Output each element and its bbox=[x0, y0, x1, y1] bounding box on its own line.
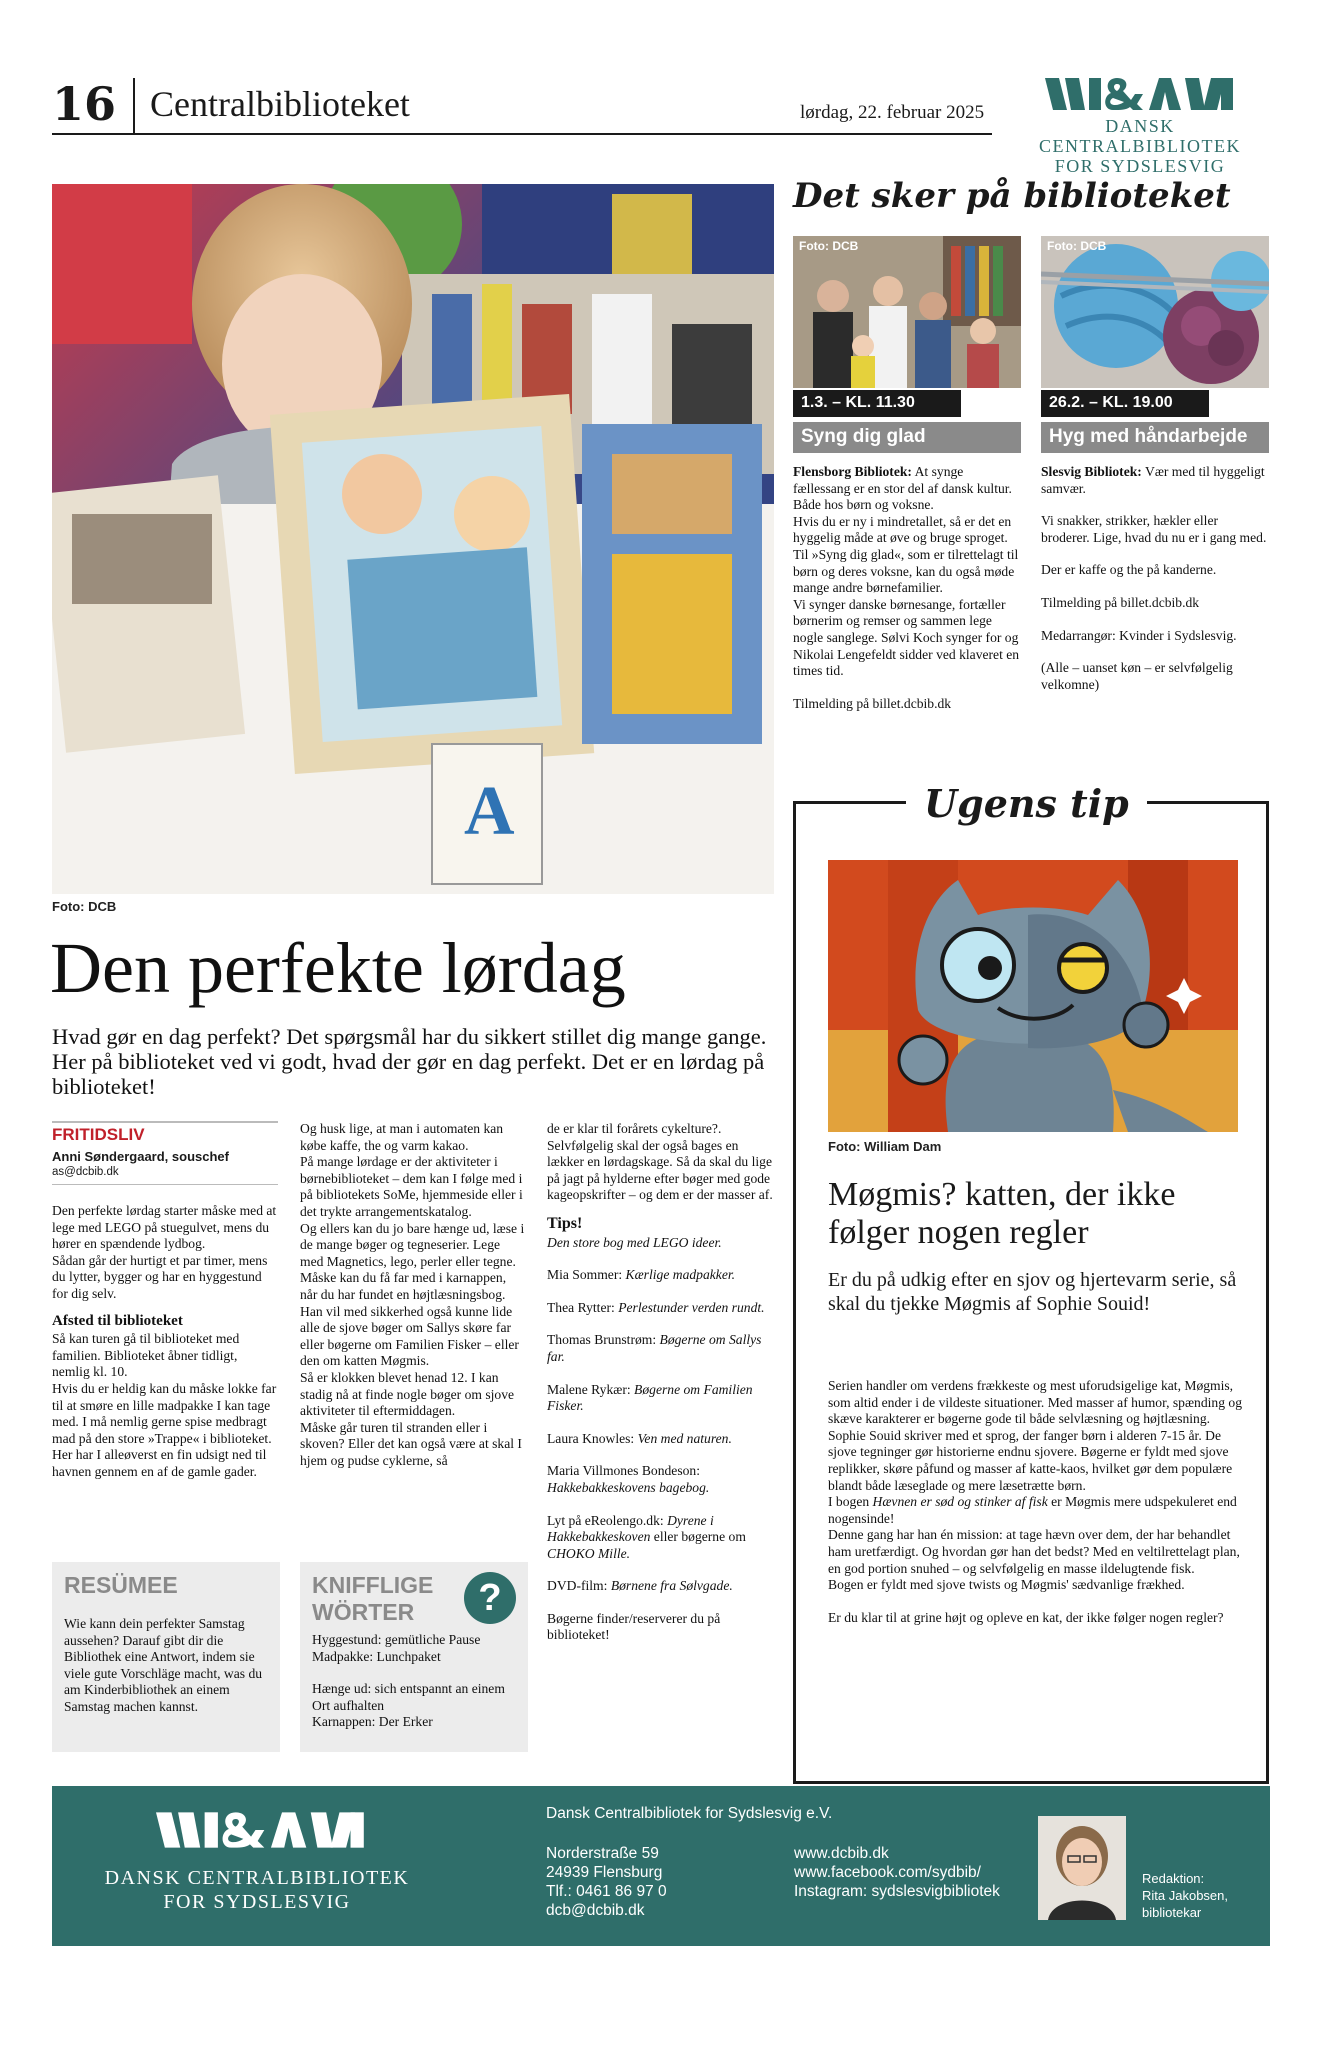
header-divider bbox=[133, 78, 135, 134]
footer-logo-line1: DANSK CENTRALBIBLIOTEK bbox=[104, 1867, 410, 1889]
footer-address bbox=[546, 1844, 667, 1920]
event-1-signup: Tilmelding på billet.dcbib.dk bbox=[793, 695, 952, 711]
event-2-photo-credit: Foto: DCB bbox=[1047, 239, 1107, 253]
event-1-photo-credit: Foto: DCB bbox=[799, 239, 859, 253]
tip-item: DVD-film: Børnene fra Sølvgade. bbox=[547, 1578, 733, 1594]
footer-org: Dansk Centralbibliotek for Sydslesvig e.V. bbox=[546, 1805, 833, 1822]
tips-outro: Bøgerne finder/reserverer du på biblioteket! bbox=[547, 1610, 721, 1643]
article-headline: Den perfekte lørdag bbox=[50, 928, 626, 1008]
byline-rule bbox=[52, 1184, 278, 1185]
footer-logo-text bbox=[92, 1866, 422, 1914]
tip-item: Thomas Brunstrøm: Bøgerne om Sallys far. bbox=[547, 1332, 762, 1364]
resumee-text: Wie kann dein perfekter Samstag aussehen? Darauf gibt dir die Bibliothek eine Antwort, indem sie viele gute Vorschläge macht, was du am Kinderbibliothek an einem Samstag machen kannst. bbox=[64, 1616, 263, 1714]
event-2-date: 26.2. – KL. 19.00 bbox=[1041, 390, 1209, 417]
knifflige-words bbox=[312, 1632, 518, 1731]
footer-banner bbox=[52, 1786, 1270, 1946]
kicker-rule bbox=[52, 1121, 278, 1123]
page-number: 16 bbox=[52, 77, 117, 131]
tip-photo bbox=[828, 860, 1238, 1132]
issue-date: lørdag, 22. februar 2025 bbox=[800, 102, 985, 123]
paragraph: Slesvig Bibliotek: Vær med til hyggeligt samvær. bbox=[1041, 464, 1265, 496]
event-1-text bbox=[793, 464, 1021, 712]
events-heading: Det sker på biblioteket bbox=[793, 176, 1231, 216]
tip-item: Laura Knowles: Ven med naturen. bbox=[547, 1430, 732, 1446]
dcb-logo-icon bbox=[1045, 76, 1235, 112]
paragraph: Og husk lige, at man i automaten kan købe kaffe, the og varm kakao. bbox=[300, 1121, 504, 1153]
instagram-link[interactable]: Instagram: sydslesvigbibliotek bbox=[794, 1883, 1000, 1900]
article-byline: Anni Søndergaard, souschef bbox=[52, 1149, 229, 1164]
footer-logo-line2: FOR SYDSLESVIG bbox=[163, 1891, 351, 1913]
tip-item: Thea Rytter: Perlestunder verden rundt. bbox=[547, 1299, 765, 1315]
main-photo bbox=[52, 184, 774, 894]
event-1-title: Syng dig glad bbox=[793, 422, 1021, 453]
website-link[interactable]: www.dcbib.dk bbox=[794, 1845, 889, 1862]
child-reading-photo bbox=[52, 184, 774, 894]
paragraph: de er klar til forårets cykelture?. Selvfølgelig skal der også bages en lækker en lørdagskage. Så da skal du lige på jagt på hylderne efter bøger med gode kageopskrifter – og dem er der masser af. bbox=[547, 1121, 773, 1203]
email-link[interactable]: dcb@dcbib.dk bbox=[546, 1902, 645, 1919]
resumee-box bbox=[52, 1562, 280, 1752]
paragraph: Vi snakker, strikker, hækler eller broderer. Lige, hvad du nu er i gang med. bbox=[1041, 513, 1267, 545]
article-kicker: FRITIDSLIV bbox=[52, 1125, 145, 1144]
library-logo[interactable] bbox=[1010, 76, 1270, 176]
knifflige-heading-2: WÖRTER bbox=[312, 1599, 415, 1625]
knifflige-box bbox=[300, 1562, 528, 1752]
tip-headline: Møgmis? katten, der ikke følger nogen regler bbox=[828, 1176, 1176, 1251]
editor-label: Redaktion: bbox=[1142, 1871, 1205, 1886]
paragraph: Er du klar til at grine højt og opleve en kat, der ikke følger nogen regler? bbox=[828, 1609, 1224, 1625]
paragraph: Tilmelding på billet.dcbib.dk bbox=[1041, 594, 1200, 610]
tips-heading: Tips! bbox=[547, 1214, 583, 1232]
paragraph: Hvis du er ny i mindretallet, så er det en hyggelig måde at øve og bruge sproget. Til »Syng dig glad«, som er tilrettelagt til børn og deres voksne, kan du også møde mange andre børnefamilier. bbox=[793, 513, 1019, 596]
article-column-3 bbox=[547, 1121, 773, 1644]
paragraph: Serien handler om verdens frækkeste og mest uforudsigelige kat, Møgmis, som altid ender i de vildeste situationer. Med masser af humor, spænding og skæve karakterer er bøgerne gode til både selvlæsning og højtlæsning. bbox=[828, 1378, 1242, 1427]
paragraph: Der er kaffe og the på kanderne. bbox=[1041, 562, 1217, 578]
tip-item: Lyt på eReolengo.dk: Dyrene i Hakkebakkeskoven eller bøgerne om CHOKO Mille. bbox=[547, 1512, 746, 1561]
sing-along-photo bbox=[793, 236, 1021, 388]
footer-web bbox=[794, 1844, 1000, 1901]
paragraph: Bogen er fyldt med sjove twists og Møgmis' sædvanlige frækhed. bbox=[828, 1577, 1185, 1593]
paragraph: Medarrangør: Kvinder i Sydslesvig. bbox=[1041, 627, 1237, 643]
paragraph: Måske går turen til stranden eller i skoven? Eller det kan også være at skal I hjem og pudse cyklerne, så bbox=[300, 1419, 522, 1468]
logo-line2: FOR SYDSLESVIG bbox=[1054, 156, 1226, 176]
editor-photo bbox=[1038, 1816, 1126, 1920]
paragraph: (Alle – uanset køn – er selvfølgelig velkomne) bbox=[1041, 660, 1233, 692]
tip-label: Ugens tip bbox=[906, 780, 1147, 828]
tip-item: Den store bog med LEGO ideer. bbox=[547, 1234, 722, 1250]
article-column-1 bbox=[52, 1203, 278, 1481]
main-photo-credit: Foto: DCB bbox=[52, 899, 117, 914]
event-2-text bbox=[1041, 464, 1269, 693]
paragraph: Flensborg Bibliotek: At synge fællessang er en stor del af dansk kultur. Både hos børn og voksne. bbox=[793, 464, 1012, 513]
svg-text:A: A bbox=[464, 773, 515, 850]
article-email[interactable]: as@dcbib.dk bbox=[52, 1166, 119, 1178]
paragraph: Sophie Souid skriver med et sprog, der fanger børn i alderen 7-15 år. De sjove tegninger gør historierne endnu sjovere. Bøgerne er fyldt med sjove replikker, skøre påfund og masser af katte-kaos, hvilket gør dem populære blandt både læseglade og mere læsetrætte børn. bbox=[828, 1427, 1233, 1493]
tip-item: Maria Villmones Bondeson: Hakkebakkeskovens bagebog. bbox=[547, 1463, 710, 1495]
address-line: 24939 Flensburg bbox=[546, 1864, 663, 1881]
facebook-link[interactable]: www.facebook.com/sydbib/ bbox=[794, 1864, 981, 1881]
paragraph: I bogen Hævnen er sød og stinker af fisk er Møgmis mere udspekuleret end nogensinde! bbox=[828, 1494, 1237, 1526]
tip-item: Mia Sommer: Kærlige madpakker. bbox=[547, 1267, 736, 1283]
address-line: Norderstraße 59 bbox=[546, 1845, 659, 1862]
paragraph: Den perfekte lørdag starter måske med at lege med LEGO på stuegulvet, mens du hører en spændende lydbog. bbox=[52, 1203, 277, 1252]
paragraph: Vi synger danske børnesange, fortæller børnerim og remser og sammen lege nogle sanglege. Sølvi Koch synger for og Nikolai Lengefeldt sidder ved klaveret en times tid. bbox=[793, 596, 1020, 679]
article-lede: Hvad gør en dag perfekt? Det spørgsmål har du sikkert stillet dig mange gange. Her på biblioteket ved vi godt, hvad der gør en dag perfekt. Det er en lørdag på biblioteket! bbox=[52, 1024, 767, 1099]
paragraph: Og ellers kan du jo bare hænge ud, læse i de mange bøger og tegneserier. Lege med Magnetics, lego, perler eller tegne. bbox=[300, 1220, 525, 1269]
resumee-heading: RESÜMEE bbox=[64, 1572, 178, 1598]
paragraph: Måske kan du få far med i karnappen, når du har fundet en højtlæsningsbog. Han vil med sikkerhed også kunne lide alle de sjove bøger om Sallys skøre far eller bøgerne om Familien Fisker – eller den om katten Møgmis. bbox=[300, 1270, 519, 1369]
tip-photo-credit: Foto: William Dam bbox=[828, 1139, 942, 1154]
knifflige-heading-1: KNIFFLIGE bbox=[312, 1572, 434, 1598]
event-2-title: Hyg med håndarbejde bbox=[1041, 422, 1269, 453]
tip-body bbox=[828, 1378, 1248, 1626]
paragraph: Så er klokken blevet henad 12. I kan stadig nå at finde nogle bøger om sjove aktiviteter til eftermiddagen. bbox=[300, 1369, 515, 1419]
tip-item: Malene Rykær: Bøgerne om Familien Fisker. bbox=[547, 1381, 753, 1414]
article-column-2 bbox=[300, 1121, 526, 1469]
paragraph: Så kan turen gå til biblioteket med familien. Biblioteket åbner tidligt, nemlig kl. 10. bbox=[52, 1331, 240, 1380]
question-icon: ? bbox=[464, 1572, 516, 1624]
paragraph: Denne gang har han én mission: at tage hævn over dem, der har behandlet ham uretfærdigt. Og hvordan gør han det bedst? Med en veltilrettelagt plan, en god portion snuhed – og selvfølgelig en masse ildelugtende fisk. bbox=[828, 1527, 1240, 1576]
knitting-yarn-photo bbox=[1041, 236, 1269, 388]
editor-name: Rita Jakobsen, bbox=[1142, 1888, 1228, 1903]
paragraph: Hvis du er heldig kan du måske lokke far til at smøre en lille madpakke I kan tage med. I må nemlig gerne spise medbragt mad på den store »Trappe« i biblioteket. Her har I alleøverst en fin udsigt ned til havnen gennem en af de gamle gader. bbox=[52, 1380, 277, 1479]
logo-line1: DANSK CENTRALBIBLIOTEK bbox=[1039, 116, 1241, 156]
cartoon-cat-illustration bbox=[828, 860, 1238, 1132]
subheading: Afsted til biblioteket bbox=[52, 1312, 183, 1329]
event-1-photo bbox=[793, 236, 1021, 388]
editor-credit bbox=[1142, 1870, 1228, 1921]
event-1-date: 1.3. – KL. 11.30 bbox=[793, 390, 961, 417]
word-pair: Karnappen: Der Erker bbox=[312, 1714, 433, 1730]
editor-portrait bbox=[1038, 1816, 1126, 1920]
word-pair: Hænge ud: sich entspannt an einem Ort aufhalten bbox=[312, 1681, 505, 1713]
phone[interactable]: Tlf.: 0461 86 97 0 bbox=[546, 1883, 667, 1900]
event-2-photo bbox=[1041, 236, 1269, 388]
paragraph: Sådan går der hurtigt et par timer, mens du lytter, bygger og har en hyggestund for dig selv. bbox=[52, 1252, 268, 1301]
section-title: Centralbiblioteket bbox=[150, 84, 410, 124]
word-pair: Madpakke: Lunchpaket bbox=[312, 1648, 441, 1664]
word-pair: Hyggestund: gemütliche Pause bbox=[312, 1632, 481, 1647]
tip-lede: Er du på udkig efter en sjov og hjertevarm serie, så skal du tjekke Møgmis af Sophie Souid! bbox=[828, 1269, 1237, 1315]
editor-role: bibliotekar bbox=[1142, 1905, 1202, 1920]
header-rule bbox=[52, 133, 992, 135]
paragraph: På mange lørdage er der aktiviteter i børnebiblioteket – dem kan I følge med i på bibliotekets SoMe, hjemmeside eller i det trykte arrangementskatalog. bbox=[300, 1154, 523, 1219]
dcb-logo-icon bbox=[156, 1810, 366, 1850]
